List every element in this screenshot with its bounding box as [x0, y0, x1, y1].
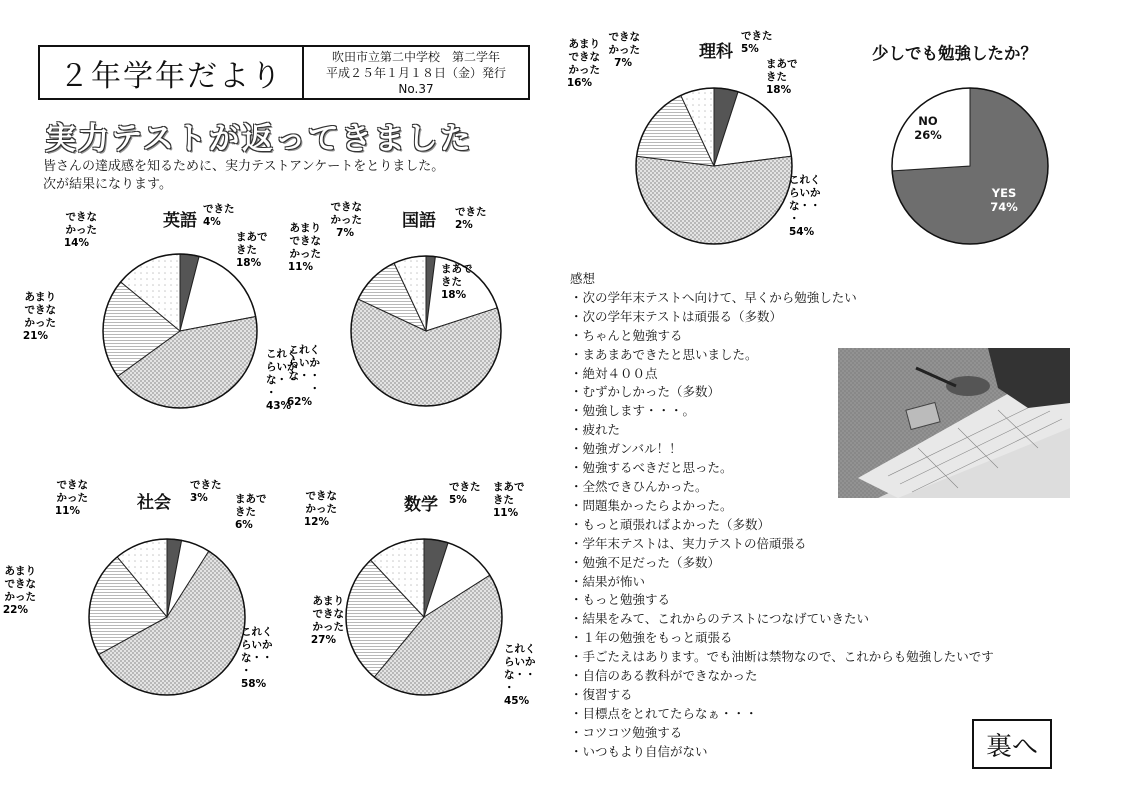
pie-slice-label: あまり: [24, 291, 56, 303]
issue-number: No.37: [398, 82, 434, 96]
pie-slice-label: これく: [504, 643, 536, 655]
pie-slice-label: 62%: [286, 396, 312, 408]
pie-slice-label: できな: [568, 51, 600, 63]
pie-slice: [636, 156, 792, 244]
back-page-button[interactable]: 裏へ: [972, 719, 1052, 769]
comment-item: ・もっと頑張ればよかった（多数）: [570, 516, 771, 532]
pie-slice-label: かった: [608, 44, 640, 56]
pie-slice-label: できな: [4, 578, 36, 590]
pie-slice-label: らいか: [789, 187, 821, 199]
pie-slice-label: 11%: [493, 507, 519, 519]
pie-slice-label: これく: [241, 626, 273, 638]
pie-slice-label: 3%: [190, 492, 208, 504]
comment-item: ・疲れた: [570, 422, 621, 438]
pie-slice-label: らいか: [266, 361, 298, 373]
pie-slice-label: 2%: [455, 219, 473, 231]
pie-slice-label: 12%: [303, 516, 329, 528]
pie-slice-label: 5%: [449, 494, 467, 506]
chart-title-study: 少しでも勉強したか？: [872, 44, 1037, 63]
pie-slice-label: 18%: [236, 257, 262, 269]
pie-slice-label: 26%: [914, 128, 942, 142]
pie-slice-label: 18%: [441, 289, 467, 301]
pie-slice-label: これく: [288, 344, 320, 356]
pie-slice-label: かった: [330, 214, 362, 226]
pie-slice-label: ・: [241, 665, 252, 677]
pie-slice-label: できな: [608, 31, 640, 43]
pie-slice-label: な・・: [266, 374, 298, 386]
pie-slice-label: できな: [65, 211, 97, 223]
comment-item: ・もっと勉強する: [570, 592, 671, 608]
pie-slice-label: かった: [568, 64, 600, 76]
pie-slice-label: かった: [312, 621, 344, 633]
pie-slice-label: きた: [766, 71, 787, 83]
pie-slice-label: できな: [312, 608, 344, 620]
chart-title-english: 英語: [163, 211, 197, 231]
pie-slice-label: きた: [441, 276, 462, 288]
comment-item: ・自信のある教科ができなかった: [570, 668, 758, 684]
pie-slice-label: できな: [330, 201, 362, 213]
comment-item: ・むずかしかった（多数）: [570, 384, 721, 400]
pie-slice-label: あまり: [312, 595, 344, 607]
comment-item: ・勉強不足だった（多数）: [570, 554, 721, 570]
pie-slice-label: かった: [4, 591, 36, 603]
chart-title-social: 社会: [137, 493, 171, 513]
pie-slice-label: NO: [918, 114, 938, 128]
pie-slice-label: 74%: [990, 200, 1018, 214]
pie-slice-label: 4%: [203, 216, 221, 228]
chart-title-japanese: 国語: [402, 211, 436, 231]
pie-slice-label: 18%: [766, 84, 792, 96]
pie-slice-label: できた: [455, 206, 487, 218]
comment-item: ・いつもより自信がない: [570, 743, 708, 759]
pie-slice-label: きた: [493, 494, 514, 506]
comment-item: ・コツコツ勉強する: [570, 724, 683, 740]
pie-slice-label: 43%: [266, 400, 292, 412]
comments-list: [570, 270, 994, 762]
comment-item: ・結果をみて、これからのテストにつなげていきたい: [570, 611, 870, 627]
pie-slice-label: 7%: [336, 227, 354, 239]
comment-item: ・勉強ガンバル！！: [570, 441, 682, 457]
pie-slice-label: 27%: [310, 634, 336, 646]
pie-slice-label: できな: [289, 235, 321, 247]
pie-slice-label: かった: [65, 224, 97, 236]
pie-slice-label: 22%: [2, 604, 28, 616]
intro-line-1: 皆さんの達成感を知るために、実力テストアンケートをとりました。: [43, 159, 445, 174]
pie-slice-label: らいか: [288, 357, 320, 369]
pie-slice-label: ・: [504, 682, 515, 694]
comment-item: ・まあまあできたと思いました。: [570, 346, 758, 362]
pie-slice-label: できな: [305, 490, 337, 502]
pie-slice-label: 7%: [614, 57, 632, 69]
comment-item: ・勉強するべきだと思った。: [570, 460, 733, 476]
comment-item: ・次の学年末テストは頑張る（多数）: [570, 308, 783, 324]
comment-item: ・問題集かったらよかった。: [570, 497, 733, 513]
comment-item: ・全然できひんかった。: [570, 478, 708, 494]
pie-slice-label: まあで: [236, 231, 268, 243]
pie-slice-label: まあで: [235, 493, 267, 505]
pie-slice-label: 21%: [22, 330, 48, 342]
comments-heading: 感想: [570, 271, 596, 286]
comment-item: ・結果が怖い: [570, 573, 646, 589]
comment-item: ・次の学年末テストへ向けて、早くから勉強したい: [570, 289, 857, 305]
newsletter-title: ２年学年だより: [40, 47, 304, 98]
pie-slice-label: 14%: [63, 237, 89, 249]
comment-item: ・ちゃんと勉強する: [570, 327, 683, 343]
pie-slice-label: これく: [789, 174, 821, 186]
pie-slice-label: 58%: [241, 678, 267, 690]
pie-slice-label: あまり: [568, 38, 600, 50]
pie-slice-label: あまり: [289, 222, 321, 234]
comment-item: ・勉強します・・・。: [570, 403, 696, 419]
pie-slice-label: 6%: [235, 519, 253, 531]
pie-slice-label: な・・: [789, 200, 821, 212]
pie-slice-label: かった: [24, 317, 56, 329]
pie-slice-label: 16%: [566, 77, 592, 89]
pie-slice-label: 11%: [287, 261, 313, 273]
comment-item: ・復習する: [570, 686, 633, 702]
pie-slice-label: これく: [266, 348, 298, 360]
student-writing-photo: [838, 348, 1070, 498]
pie-slice-label: 45%: [504, 695, 530, 707]
pie-slice-label: 54%: [789, 226, 815, 238]
pie-slice-label: まあで: [493, 481, 525, 493]
intro-line-2: 次が結果になります。: [43, 177, 172, 192]
headline: 実力テストが返ってきました: [45, 121, 473, 157]
pie-slice-label: な・・: [504, 669, 536, 681]
pie-slice-label: 5%: [741, 43, 759, 55]
pie-slice-label: な・・: [241, 652, 273, 664]
pie-slice-label: できな: [56, 479, 88, 491]
pie-slice-label: できな: [24, 304, 56, 316]
pie-slice-label: かった: [289, 248, 321, 260]
comment-item: ・学年末テストは、実力テストの倍頑張る: [570, 535, 807, 551]
pie-slice-label: YES: [991, 186, 1017, 200]
pie-slice-label: まあで: [766, 58, 798, 70]
pie-slice-label: な・・: [288, 370, 320, 382]
chart-title-math: 数学: [404, 495, 438, 515]
comment-item: ・手ごたえはあります。でも油断は禁物なので、これからも勉強したいです: [570, 649, 994, 665]
comment-item: ・絶対４００点: [570, 365, 658, 381]
comment-item: ・目標点をとれてたらなぁ・・・: [570, 705, 758, 721]
pie-slice-label: らいか: [504, 656, 536, 668]
pie-slice-label: まあで: [441, 263, 473, 275]
pie-slice-label: できた: [190, 479, 222, 491]
issue-date: 平成２５年１月１８日（金）発行: [325, 66, 506, 80]
comment-item: ・１年の勉強をもっと頑張る: [570, 630, 733, 646]
pie-slice-label: ・: [266, 387, 277, 399]
pie-slice-label: できた: [203, 203, 235, 215]
pie-slice-label: らいか: [241, 639, 273, 651]
chart-title-science: 理科: [699, 42, 733, 62]
pie-slice-label: ・: [309, 383, 320, 395]
pie-slice-label: ・: [789, 213, 800, 225]
pie-slice-label: きた: [235, 506, 256, 518]
pie-slice-label: できた: [449, 481, 481, 493]
pie-slice-label: かった: [305, 503, 337, 515]
pie-slice-label: きた: [236, 244, 257, 256]
pie-slice-label: かった: [56, 492, 88, 504]
pie-slice-label: できた: [741, 30, 773, 42]
school-name: 吹田市立第二中学校 第二学年: [331, 50, 500, 64]
pie-slice-label: あまり: [4, 565, 36, 577]
pie-slice-label: 11%: [54, 505, 80, 517]
